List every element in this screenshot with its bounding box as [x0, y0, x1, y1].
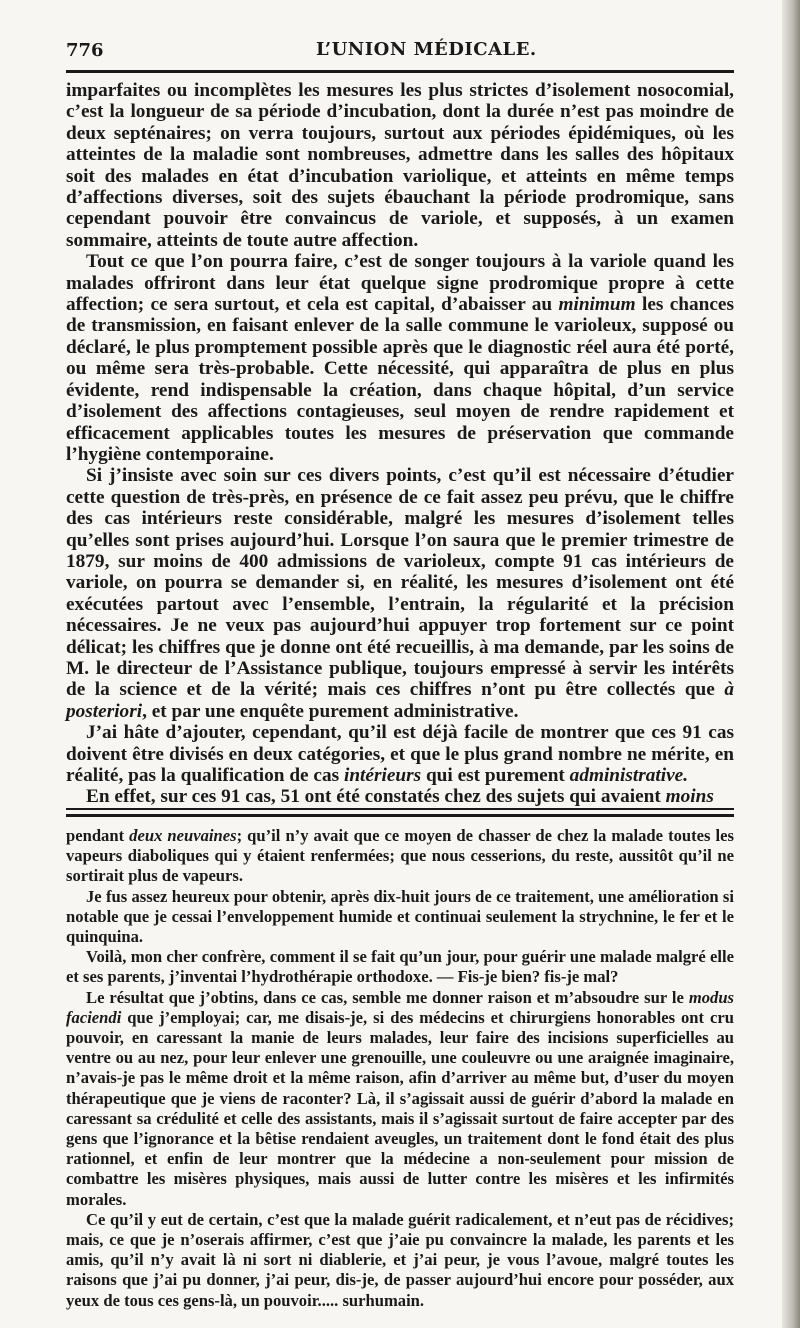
paragraph-2 [66, 251, 734, 465]
paragraph-2-text-a: Tout ce que l’on pourra faire, c’est de songer toujours à la variole quand les malades offriront dans leur état quelque signe prodromique propre à cette affection; ce sera surtout, et cela est capital, d’abaisser au [66, 251, 734, 316]
paragraph-4 [66, 722, 734, 786]
note-3-text: Voilà, mon cher confrère, comment il se fait qu’un jour, pour guérir une malade malgré elle et ses parents, j’inventai l’hydrothérapie orthodoxe. — Fis-je bien? fis-je mal? [66, 947, 734, 987]
paragraph-5-emphasis: moins [665, 786, 714, 808]
paragraph-5-text-a: En effet, sur ces 91 cas, 51 ont été constatés chez des sujets qui avaient [86, 786, 666, 808]
header-rule [66, 70, 734, 73]
page-header [66, 36, 734, 66]
note-5-text: Ce qu’il y eut de certain, c’est que la malade guérit radicalement, et n’eut pas de récidives; mais, ce que je n’oserais affirmer, c’est que j’aie pu convaincre la malade, les parents et les amis, qu’il n’y avait là ni sort ni diablerie, et j’ai peur, je vous l’avoue, malgré toutes les raisons que j’ai pu donner, j’ai peur, dis-je, de passer aujourd’hui encore pour posséder, aux yeux de tous ces gens-là, un pouvoir..... surhumain. [66, 1209, 734, 1310]
paragraph-4-emphasis-2: administrative. [569, 765, 689, 786]
paragraph-2-text-b: les chances de transmission, en faisant enlever de la salle commune le varioleux, supposé ou déclaré, le plus promptement possible après que le diagnostic réel aura été porté, ou même sera très-probable. Cette nécessité, qui apparaîtra de plus en plus évidente, rend indispensable la création, dans chaque hôpital, d’un service d’isolement des affections contagieuses, seul moyen de rendre rapidement et efficacement applicables toutes les mesures de préservation que commande l’hygiène contemporaine. [66, 294, 734, 465]
main-text [66, 80, 734, 808]
paragraph-3 [66, 465, 734, 722]
note-paragraph-5 [66, 1210, 734, 1311]
notes-separator-thick [66, 814, 734, 817]
note-4-text-b: que j’employai; car, me disais-je, si des médecins et chirurgiens honorables ont cru pouvoir, en caressant la manie de leurs malades, leur faire des incisions superficielles au ventre ou au nez, pour leur enlever une grenouille, une couleuvre ou une araignée imaginaire, n’avais-je pas le même droit et la même raison, afin d’arriver au même but, d’user du moyen thérapeutique que je viens de raconter? Là, il s’agissait aussi de guérir d’abord la malade en caressant sa crédulité et celle des assistants, mais il s’agissait surtout de faire accepter par des gens que l’ignorance et la bêtise rendaient aveugles, un traitement dont le fond était des plus rationnel, et enfin de leur montrer que la médecine a non-seulement pour mission de combattre les misères physiques, mais aussi de lutter contre les misères et les infirmités morales. [66, 1007, 734, 1209]
paragraph-5 [66, 786, 734, 807]
note-2-text: Je fus assez heureux pour obtenir, après dix-huit jours de ce traitement, une amélioration si notable que je cessai l’enveloppement humide et continuai seulement la strychnine, le fer et le quinquina. [66, 886, 734, 947]
note-4-emphasis: modus faciendi [66, 987, 734, 1027]
paragraph-4-emphasis-1: intérieurs [343, 765, 422, 786]
paragraph-3-emphasis: à posteriori [66, 679, 734, 722]
note-paragraph-3 [66, 947, 734, 987]
note-paragraph-1 [66, 826, 734, 887]
paragraph-4-text-b: qui est purement [421, 765, 570, 786]
paragraph-1-text: imparfaites ou incomplètes les mesures les plus strictes d’isolement nosocomial, c’est la longueur de sa période d’incubation, dont la durée n’est pas moindre de deux septénaires; on verra toujours, surtout aux périodes épidémiques, où les atteintes de la maladie sont nombreuses, admettre dans les salles des hôpitaux soit des malades en état d’incubation variolique, et atteints en même temps d’affections diverses, soit des sujets ébauchant la période prodromique, sans cependant pouvoir être convaincus de variole, et supposés, à un examen sommaire, atteints de toute autre affection. [66, 80, 734, 251]
page-number: 776 [66, 40, 104, 61]
note-paragraph-4 [66, 988, 734, 1210]
note-1-emphasis: deux neuvaines [129, 826, 237, 845]
paragraph-4-text-a: J’ai hâte d’ajouter, cependant, qu’il est déjà facile de montrer que ces 91 cas doivent être divisés en deux catégories, et que le plus grand nombre ne mérite, en réalité, pas la qualification de cas [66, 722, 734, 786]
paragraph-2-emphasis: minimum [558, 294, 636, 316]
note-paragraph-2 [66, 887, 734, 948]
feuilleton-notes [66, 826, 734, 1311]
notes-separator-thin [66, 808, 734, 810]
paragraph-3-text-a: Si j’insiste avec soin sur ces divers points, c’est qu’il est nécessaire d’étudier cette question de très-près, en présence de ce fait assez peu prévu, que le chiffre des cas intérieurs reste considérable, malgré les mesures d’isolement telles qu’elles sont prises aujourd’hui. Lorsque l’on saura que le premier trimestre de 1879, sur moins de 400 admissions de varioleux, compte 91 cas intérieurs de variole, on pourra se demander si, en réalité, les mesures d’isolement ont été exécutées partout avec l’ensemble, l’entrain, la régularité et la précision nécessaires. Je ne veux pas aujourd’hui appuyer trop fortement sur ce point délicat; les chiffres que je donne ont été recueillis, à ma demande, par les soins de M. le directeur de l’Assistance publique, toujours empressé à servir les intérêts de la science et de la vérité; mais ces chiffres n’ont pu être collectés que [66, 465, 734, 701]
note-1-text-b: ; qu’il n’y avait que ce moyen de chasser de chez la malade toutes les vapeurs diaboliques qui y étaient renfermées; que nous cesserions, du reste, aussitôt qu’il ne sortirait plus de vapeurs. [66, 826, 734, 886]
paragraph-3-text-b: , et par une enquête purement administrative. [142, 700, 519, 722]
note-1-text-a: pendant [66, 826, 130, 845]
note-4-text-a: Le résultat que j’obtins, dans ce cas, semble me donner raison et m’absoudre sur le [86, 987, 689, 1007]
running-title: L’UNION MÉDICALE. [316, 39, 537, 60]
page-edge-shadow [782, 0, 800, 1328]
paragraph-1 [66, 80, 734, 251]
